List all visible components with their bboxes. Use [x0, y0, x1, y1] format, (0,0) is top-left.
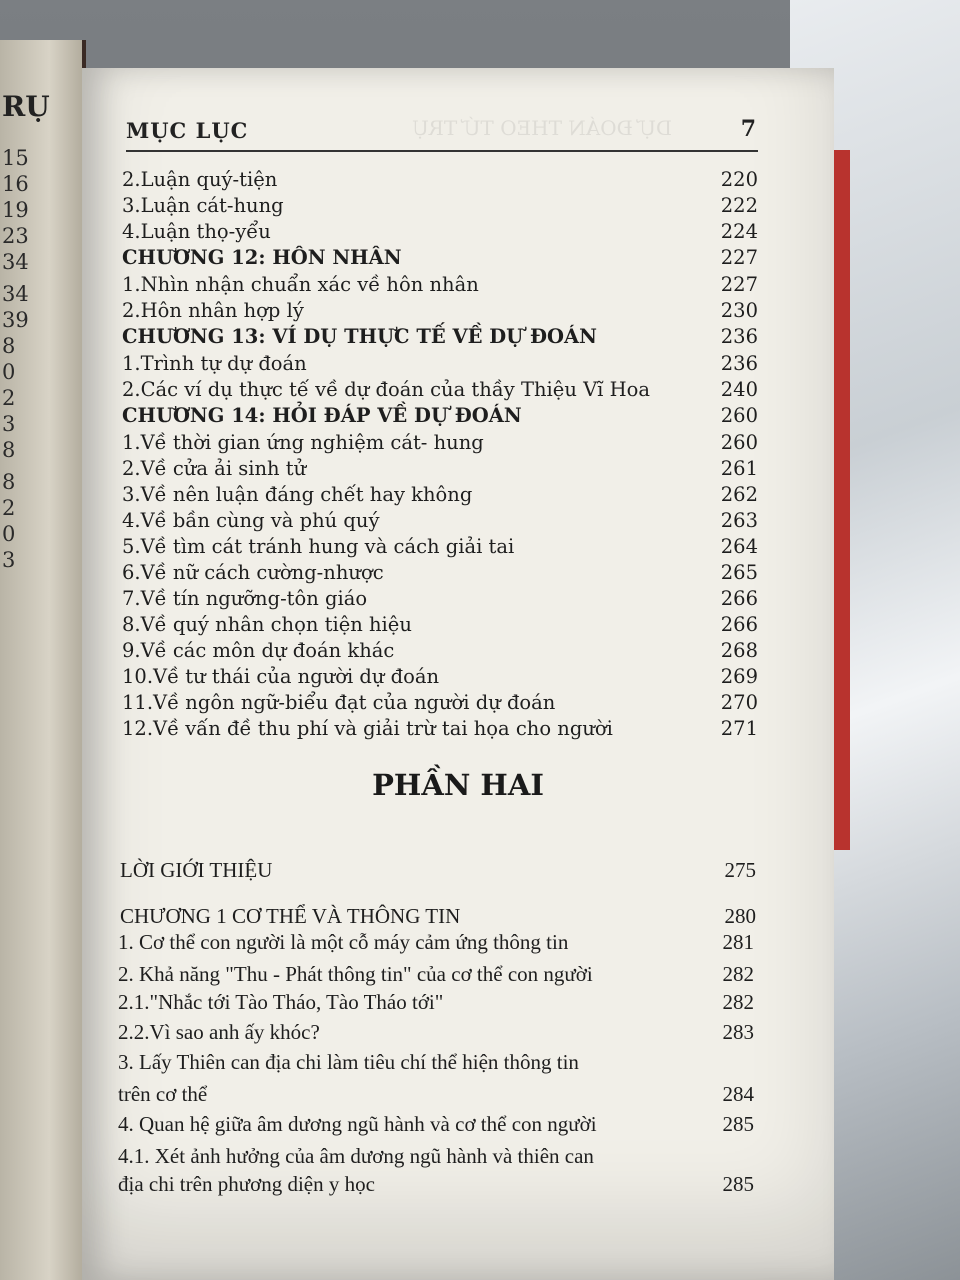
- toc-entry-title: CHƯƠNG 13: VÍ DỤ THỰC TẾ VỀ DỰ ĐOÁN: [122, 325, 597, 348]
- toc-entry-title: CHƯƠNG 1 CƠ THỂ VÀ THÔNG TIN: [120, 904, 461, 928]
- toc-entry-page: 240: [720, 378, 758, 401]
- left-page-number: 3: [2, 548, 16, 572]
- toc-entry-page: 266: [720, 587, 758, 610]
- left-page-number: 39: [2, 308, 29, 332]
- toc-entry: [122, 220, 758, 248]
- toc-entry: [122, 483, 758, 511]
- toc-entry-page: 282: [722, 990, 754, 1014]
- toc-entry: [122, 717, 758, 745]
- left-page-number: 2: [2, 496, 16, 520]
- left-page-number: 16: [2, 172, 29, 196]
- toc-entry-page: 275: [724, 858, 756, 882]
- toc-chapter-entry: [122, 404, 758, 432]
- toc-entry-title: 2. Khả năng "Thu - Phát thông tin" của cơ thể con người: [118, 962, 593, 986]
- left-page-header: RỤ: [2, 90, 50, 123]
- toc-entry: [122, 639, 758, 667]
- toc-entry-page: 269: [720, 665, 758, 688]
- toc-entry: [122, 587, 758, 615]
- left-page-number: 2: [2, 386, 16, 410]
- toc-entry-title: 2.1."Nhắc tới Tào Tháo, Tào Tháo tới": [118, 990, 444, 1014]
- toc-entry: [118, 962, 754, 990]
- toc-entry-title: 2.Luận quý-tiện: [122, 168, 278, 191]
- toc-entry-page: 281: [722, 930, 754, 954]
- toc-entry: [122, 431, 758, 459]
- left-page-number: 15: [2, 146, 29, 170]
- toc-entry: [118, 1082, 754, 1110]
- left-page-number: 8: [2, 438, 16, 462]
- toc-entry-title: 1. Cơ thể con người là một cỗ máy cảm ứng thông tin: [118, 930, 569, 954]
- toc-entry-page: 270: [720, 691, 758, 714]
- toc-entry-page: 260: [720, 404, 758, 427]
- toc-entry-title: 8.Về quý nhân chọn tiện hiệu: [122, 613, 412, 636]
- toc-chapter-entry: [122, 246, 758, 274]
- toc-entry: [118, 990, 754, 1018]
- toc-entry-page: 230: [720, 299, 758, 322]
- section-title: MỤC LỤC: [126, 118, 249, 143]
- toc-entry-title: 2.Hôn nhân hợp lý: [122, 299, 304, 322]
- left-page-number: 0: [2, 360, 16, 384]
- toc-entry-title: 4. Quan hệ giữa âm dương ngũ hành và cơ thể con người: [118, 1112, 597, 1136]
- toc-entry-title: 1.Trình tự dự đoán: [122, 352, 307, 375]
- toc-entry-page: 282: [722, 962, 754, 986]
- toc-entry-title: 3.Về nên luận đáng chết hay không: [122, 483, 473, 506]
- toc-entry-title: 3.Luận cát-hung: [122, 194, 284, 217]
- toc-entry-title: 3. Lấy Thiên can địa chi làm tiêu chí thể hiện thông tin: [118, 1050, 579, 1074]
- toc-entry: [122, 352, 758, 380]
- part-title: PHẦN HAI: [372, 768, 544, 802]
- toc-entry-page: 222: [720, 194, 758, 217]
- toc-entry-page: 260: [720, 431, 758, 454]
- toc-entry-page: 224: [720, 220, 758, 243]
- toc-entry: [122, 613, 758, 641]
- left-page-number: 34: [2, 282, 29, 306]
- toc-entry-title: 9.Về các môn dự đoán khác: [122, 639, 395, 662]
- toc-entry-title: 4.Luận thọ-yểu: [122, 220, 271, 243]
- toc-entry: [118, 1112, 754, 1140]
- toc-entry-page: 283: [722, 1020, 754, 1044]
- toc-entry: [120, 904, 756, 932]
- toc-chapter-entry: [122, 325, 758, 353]
- toc-entry-page: 266: [720, 613, 758, 636]
- toc-entry-title: 1.Về thời gian ứng nghiệm cát- hung: [122, 431, 484, 454]
- toc-entry-page: 220: [720, 168, 758, 191]
- toc-entry-title: trên cơ thể: [118, 1082, 208, 1106]
- toc-entry-title: 2.Các ví dụ thực tế về dự đoán của thầy Thiệu Vĩ Hoa: [122, 378, 650, 401]
- toc-entry-title: LỜI GIỚI THIỆU: [120, 858, 273, 882]
- toc-entry: [122, 691, 758, 719]
- toc-entry-title: 10.Về tư thái của người dự đoán: [122, 665, 440, 688]
- toc-entry: [122, 168, 758, 196]
- toc-entry-title: CHƯƠNG 12: HÔN NHÂN: [122, 246, 402, 269]
- left-page-number: 19: [2, 198, 29, 222]
- toc-entry: [122, 457, 758, 485]
- toc-entry: [122, 509, 758, 537]
- toc-entry-title: 12.Về vấn đề thu phí và giải trừ tai họa cho người: [122, 717, 613, 740]
- toc-entry: [122, 299, 758, 327]
- toc-entry-page: 265: [720, 561, 758, 584]
- toc-entry: [122, 378, 758, 406]
- toc-entry-page: 285: [722, 1172, 754, 1196]
- left-page-number: 0: [2, 522, 16, 546]
- toc-entry: [118, 1050, 754, 1078]
- toc-entry: [118, 1172, 754, 1200]
- toc-entry-page: 236: [720, 352, 758, 375]
- toc-entry: [120, 858, 756, 886]
- page-header: [126, 114, 758, 152]
- toc-entry-page: 284: [722, 1082, 754, 1106]
- toc-entry-title: 1.Nhìn nhận chuẩn xác về hôn nhân: [122, 273, 479, 296]
- page-number: 7: [740, 116, 756, 142]
- toc-entry-page: 268: [720, 639, 758, 662]
- toc-entry-page: 236: [720, 325, 758, 348]
- toc-entry: [118, 1020, 754, 1048]
- left-page-number: 3: [2, 412, 16, 436]
- toc-entry-page: 271: [720, 717, 758, 740]
- bleed-through-text: DỰ ĐOÁN THEO TỨ TRỤ: [412, 116, 673, 140]
- toc-entry-title: CHƯƠNG 14: HỎI ĐÁP VỀ DỰ ĐOÁN: [122, 404, 522, 427]
- left-page-number: 23: [2, 224, 29, 248]
- toc-page: [82, 68, 834, 1280]
- toc-entry-title: 6.Về nữ cách cường-nhược: [122, 561, 384, 584]
- toc-entry-title: 11.Về ngôn ngữ-biểu đạt của người dự đoán: [122, 691, 556, 714]
- toc-entry-page: 227: [720, 246, 758, 269]
- toc-entry-title: 5.Về tìm cát tránh hung và cách giải tai: [122, 535, 515, 558]
- toc-entry-page: 227: [720, 273, 758, 296]
- toc-entry-page: 264: [720, 535, 758, 558]
- toc-entry-title: 7.Về tín ngưỡng-tôn giáo: [122, 587, 368, 610]
- toc-entry: [122, 273, 758, 301]
- toc-entry-title: 4.Về bần cùng và phú quý: [122, 509, 380, 532]
- toc-entry: [122, 665, 758, 693]
- left-page: [0, 40, 86, 1280]
- left-page-number: 8: [2, 470, 16, 494]
- toc-entry-title: 4.1. Xét ảnh hưởng của âm dương ngũ hành và thiên can: [118, 1144, 594, 1168]
- left-page-number: 34: [2, 250, 29, 274]
- toc-entry: [122, 194, 758, 222]
- toc-entry-title: 2.2.Vì sao anh ấy khóc?: [118, 1020, 320, 1044]
- toc-entry-page: 262: [720, 483, 758, 506]
- toc-entry: [122, 535, 758, 563]
- toc-entry-page: 280: [724, 904, 756, 928]
- toc-entry: [122, 561, 758, 589]
- toc-entry: [118, 930, 754, 958]
- toc-entry: [118, 1144, 754, 1172]
- toc-entry-page: 263: [720, 509, 758, 532]
- toc-entry-title: 2.Về cửa ải sinh tử: [122, 457, 307, 480]
- toc-entry-page: 285: [722, 1112, 754, 1136]
- toc-entry-title: địa chi trên phương diện y học: [118, 1172, 375, 1196]
- left-page-number: 8: [2, 334, 16, 358]
- toc-entry-page: 261: [720, 457, 758, 480]
